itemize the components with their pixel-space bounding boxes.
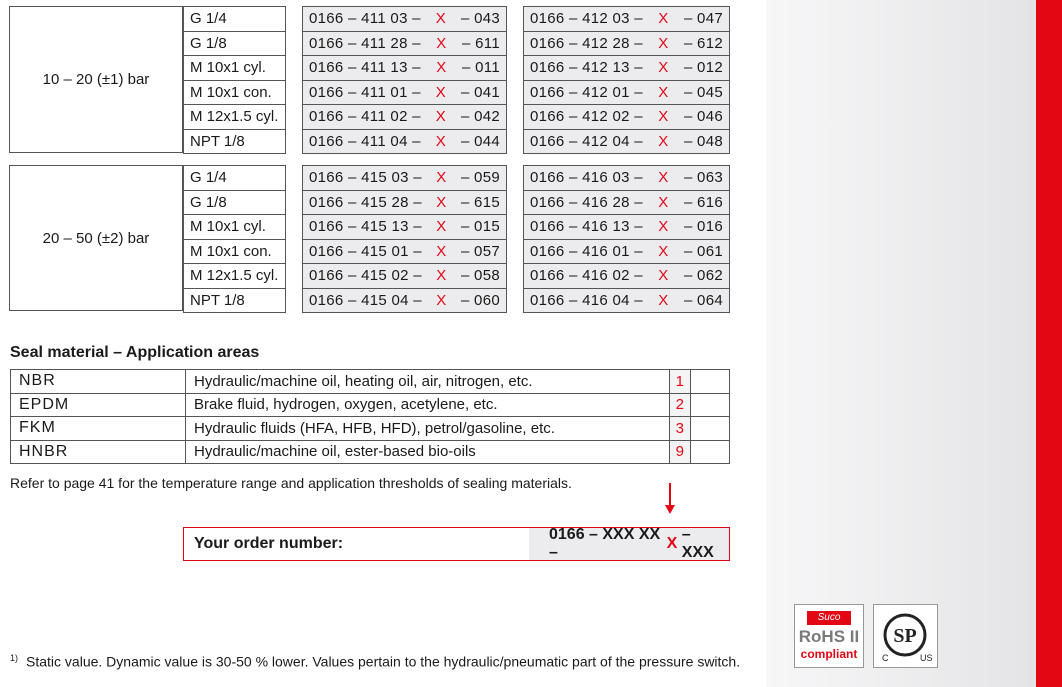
seal-application: Hydraulic/machine oil, ester-based bio-oils: [186, 440, 670, 464]
thread-row: [184, 56, 286, 81]
order-code: 0166 – 416 03 – X – 063: [524, 166, 730, 191]
thread-size: M 12x1.5 cyl.: [184, 105, 286, 130]
order-code-row: [303, 80, 507, 105]
order-code-row: [303, 288, 507, 313]
order-code-row: [524, 264, 730, 289]
seal-material: HNBR: [11, 440, 186, 464]
refer-note: Refer to page 41 for the temperature range and application thresholds of sealing materials.: [10, 475, 572, 491]
order-number-box: [183, 527, 730, 561]
order-code-row: [303, 105, 507, 130]
order-code-table-1b: [523, 6, 730, 154]
order-code: 0166 – 411 03 – X – 043: [303, 7, 507, 32]
thread-size: G 1/4: [184, 166, 286, 191]
order-code: 0166 – 412 04 – X – 048: [524, 129, 730, 154]
svg-text:SP: SP: [893, 625, 917, 647]
order-code-table-2a: [302, 165, 507, 313]
thread-size: M 10x1 cyl.: [184, 56, 286, 81]
seal-empty-cell: [691, 370, 730, 394]
thread-row: [184, 80, 286, 105]
thread-row: [184, 288, 286, 313]
order-code-row: [524, 190, 730, 215]
order-code: 0166 – 416 01 – X – 061: [524, 239, 730, 264]
thread-size: M 10x1 cyl.: [184, 215, 286, 240]
order-code: 0166 – 416 04 – X – 064: [524, 288, 730, 313]
order-code-row: [303, 129, 507, 154]
order-code: 0166 – 416 13 – X – 016: [524, 215, 730, 240]
seal-code: 3: [669, 417, 690, 441]
order-code-row: [303, 215, 507, 240]
order-code: 0166 – 411 28 – X – 611: [303, 31, 507, 56]
order-code: 0166 – 415 28 – X – 615: [303, 190, 507, 215]
svg-text:C: C: [882, 653, 889, 663]
csa-certification-logo: [873, 604, 938, 668]
order-code-row: [303, 166, 507, 191]
order-code-row: [303, 56, 507, 81]
svg-text:US: US: [920, 653, 933, 663]
thread-size: M 10x1 con.: [184, 239, 286, 264]
seal-code: 1: [669, 370, 690, 394]
pressure-range-1: 10 – 20 (±1) bar: [9, 6, 183, 153]
order-code-row: [303, 190, 507, 215]
order-code: 0166 – 411 13 – X – 011: [303, 56, 507, 81]
thread-size: G 1/8: [184, 31, 286, 56]
red-edge-bar: [1036, 0, 1062, 687]
order-code-row: [524, 215, 730, 240]
order-code: 0166 – 415 13 – X – 015: [303, 215, 507, 240]
order-code-row: [303, 7, 507, 32]
order-code-row: [524, 239, 730, 264]
seal-row: [11, 370, 730, 394]
order-number-value: 0166 – XXX XX – X – XXX: [529, 528, 729, 560]
seal-material: EPDM: [11, 393, 186, 417]
order-code: 0166 – 416 28 – X – 616: [524, 190, 730, 215]
order-code: 0166 – 415 03 – X – 059: [303, 166, 507, 191]
order-code-table-1a: [302, 6, 507, 154]
seal-empty-cell: [691, 417, 730, 441]
order-code: 0166 – 416 02 – X – 062: [524, 264, 730, 289]
thread-size: G 1/4: [184, 7, 286, 32]
order-code-row: [303, 264, 507, 289]
order-code: 0166 – 412 02 – X – 046: [524, 105, 730, 130]
seal-empty-cell: [691, 440, 730, 464]
thread-row: [184, 215, 286, 240]
order-code-row: [303, 239, 507, 264]
thread-row: [184, 31, 286, 56]
thread-table-1: [183, 6, 286, 154]
seal-row: [11, 440, 730, 464]
order-code-table-2b: [523, 165, 730, 313]
thread-size: M 10x1 con.: [184, 80, 286, 105]
thread-size: G 1/8: [184, 190, 286, 215]
order-code: 0166 – 412 13 – X – 012: [524, 56, 730, 81]
order-code: 0166 – 412 28 – X – 612: [524, 31, 730, 56]
seal-code: 2: [669, 393, 690, 417]
seal-section-title: Seal material – Application areas: [10, 344, 260, 361]
order-code: 0166 – 412 03 – X – 047: [524, 7, 730, 32]
thread-row: [184, 166, 286, 191]
rohs-compliant-logo: Suco RoHS II compliant: [794, 604, 864, 668]
seal-material-table: [10, 369, 730, 464]
thread-size: M 12x1.5 cyl.: [184, 264, 286, 289]
order-code: 0166 – 415 01 – X – 057: [303, 239, 507, 264]
order-code-row: [524, 288, 730, 313]
order-code-row: [524, 105, 730, 130]
seal-material: NBR: [11, 370, 186, 394]
order-code-row: [524, 129, 730, 154]
seal-row: [11, 393, 730, 417]
footnote: $^{1)}$ Static value. Dynamic value is 30-50 % lower. Values pertain to the hydraulic/pneumatic part of the pressure switch.: [10, 653, 741, 670]
order-code-row: [303, 31, 507, 56]
thread-table-2: [183, 165, 286, 313]
order-code: 0166 – 411 04 – X – 044: [303, 129, 507, 154]
seal-empty-cell: [691, 393, 730, 417]
order-code-row: [524, 166, 730, 191]
seal-application: Brake fluid, hydrogen, oxygen, acetylene, etc.: [186, 393, 670, 417]
pressure-range-2: 20 – 50 (±2) bar: [9, 165, 183, 311]
order-code-row: [524, 31, 730, 56]
order-code: 0166 – 412 01 – X – 045: [524, 80, 730, 105]
order-code: 0166 – 415 02 – X – 058: [303, 264, 507, 289]
order-code: 0166 – 411 02 – X – 042: [303, 105, 507, 130]
thread-row: [184, 190, 286, 215]
order-number-label: Your order number:: [194, 535, 344, 552]
order-code-row: [524, 7, 730, 32]
thread-size: NPT 1/8: [184, 129, 286, 154]
order-code-row: [524, 80, 730, 105]
seal-material: FKM: [11, 417, 186, 441]
order-code: 0166 – 415 04 – X – 060: [303, 288, 507, 313]
order-code-row: [524, 56, 730, 81]
down-arrow-icon: [664, 483, 676, 515]
seal-code: 9: [669, 440, 690, 464]
thread-row: [184, 7, 286, 32]
order-code: 0166 – 411 01 – X – 041: [303, 80, 507, 105]
thread-row: [184, 264, 286, 289]
seal-application: Hydraulic fluids (HFA, HFB, HFD), petrol/gasoline, etc.: [186, 417, 670, 441]
thread-row: [184, 239, 286, 264]
thread-row: [184, 129, 286, 154]
thread-row: [184, 105, 286, 130]
seal-row: [11, 417, 730, 441]
seal-application: Hydraulic/machine oil, heating oil, air, nitrogen, etc.: [186, 370, 670, 394]
right-side-panel: [766, 0, 1036, 687]
thread-size: NPT 1/8: [184, 288, 286, 313]
